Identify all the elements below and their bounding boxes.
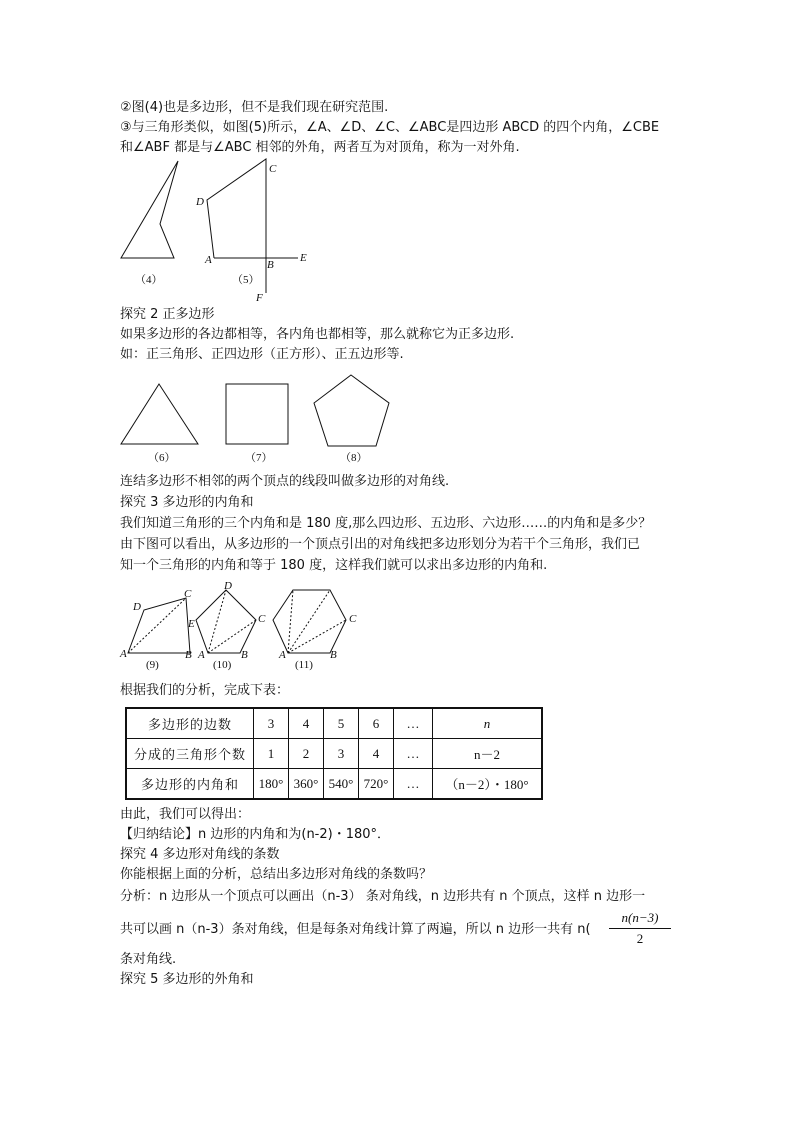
svg-text:E: E (188, 618, 195, 630)
section-heading-5: 探究 5 多边形的外角和 (120, 972, 254, 987)
label-E: E (300, 252, 307, 264)
figure-6-7-8 (115, 372, 405, 471)
regular-triangle (121, 384, 198, 444)
section-heading-3: 探究 3 多边形的内角和 (120, 495, 254, 510)
text-line-3: 和∠ABF 都是与∠ABC 相邻的外角，两者互为对顶角，称为一对外角. (120, 140, 520, 155)
table-row: 分成的三角形个数 1 2 3 4 … n－2 (126, 739, 542, 769)
fraction-numerator: n(n−3) (609, 910, 671, 929)
fraction-denominator: 2 (636, 931, 644, 946)
table-row: 多边形的内角和 180° 360° 540° 720° … （n－2）・180° (126, 769, 542, 800)
svg-text:D: D (224, 580, 232, 592)
text-line-9: 我们知道三角形的三个内角和是 180 度,那么四边形、五边形、六边形……的内角和是多少？ (120, 516, 652, 531)
text-line-16: 你能根据上面的分析，总结出多边形对角线的条数吗？ (120, 867, 433, 882)
text-line-12: 根据我们的分析，完成下表： (120, 683, 290, 698)
caption-11: (11) (295, 659, 313, 671)
text-line-10: 由下图可以看出，从多边形的一个顶点引出的对角线把多边形划分为若干个三角形，我们已 (120, 537, 641, 552)
label-C: C (269, 163, 277, 175)
conclusion-line: 【归纳结论】n 边形的内角和为(n-2)・180°． (120, 827, 391, 842)
figure-4-5 (115, 155, 325, 309)
svg-text:B: B (185, 649, 192, 661)
text-line-2: ③与三角形类似，如图(5)所示，∠A、∠D、∠C、∠ABC是四边形 ABCD 的四个内角，∠CBE (120, 120, 660, 135)
text-line-17: 分析：n 边形从一个顶点可以画出（n-3） 条对角线，n 边形共有 n 个顶点，这样 n 边形一 (120, 889, 646, 904)
text-line-11: 知一个三角形的内角和等于 180 度，这样我们就可以求出多边形的内角和. (120, 558, 548, 573)
caption-4: （4） (135, 274, 163, 286)
figure-9-10-11 (118, 580, 363, 674)
text-line-19: 条对角线. (120, 952, 177, 967)
text-line-6: 如：正三角形、正四边形（正方形）、正五边形等. (120, 347, 404, 362)
svg-text:A: A (198, 649, 205, 661)
label-F: F (256, 292, 263, 304)
label-B: B (267, 259, 274, 271)
text-line-5: 如果多边形的各边都相等，各内角也都相等，那么就称它为正多边形. (120, 327, 515, 342)
svg-text:A: A (120, 648, 127, 660)
svg-text:B: B (330, 649, 337, 661)
svg-text:D: D (133, 601, 141, 613)
text-line-18: 共可以画 n（n-3）条对角线，但是每条对角线计算了两遍，所以 n 边形一共有 n( (120, 922, 591, 937)
polygon-angle-table (125, 707, 543, 800)
text-line-13: 由此，我们可以得出： (120, 807, 251, 822)
figure-5-quadrilateral (207, 159, 266, 258)
svg-text:B: B (241, 649, 248, 661)
figure-11-hexagon (273, 590, 346, 653)
text-line-1: ②图(4)也是多边形，但不是我们现在研究范围. (120, 100, 389, 115)
figure-4-polygon (121, 161, 178, 258)
svg-text:C: C (184, 588, 192, 600)
text-line-7: 连结多边形不相邻的两个顶点的线段叫做多边形的对角线. (120, 474, 450, 489)
caption-9: (9) (146, 659, 159, 671)
caption-7: （7） (245, 452, 273, 464)
caption-6: （6） (148, 452, 176, 464)
regular-pentagon (314, 375, 389, 446)
caption-10: (10) (213, 659, 232, 671)
section-heading-4: 探究 4 多边形对角线的条数 (120, 847, 280, 862)
regular-square (226, 384, 288, 444)
svg-text:C: C (258, 613, 266, 625)
table-row: 多边形的边数 3 4 5 6 … n (126, 708, 542, 739)
label-A: A (205, 254, 212, 266)
svg-text:C: C (349, 613, 357, 625)
caption-8: （8） (340, 452, 368, 464)
section-heading-2: 探究 2 正多边形 (120, 307, 215, 322)
label-D: D (196, 196, 204, 208)
caption-5: （5） (232, 274, 260, 286)
figure-10-pentagon (196, 590, 256, 653)
svg-text:A: A (279, 649, 286, 661)
diagonal-count-fraction (609, 910, 671, 947)
